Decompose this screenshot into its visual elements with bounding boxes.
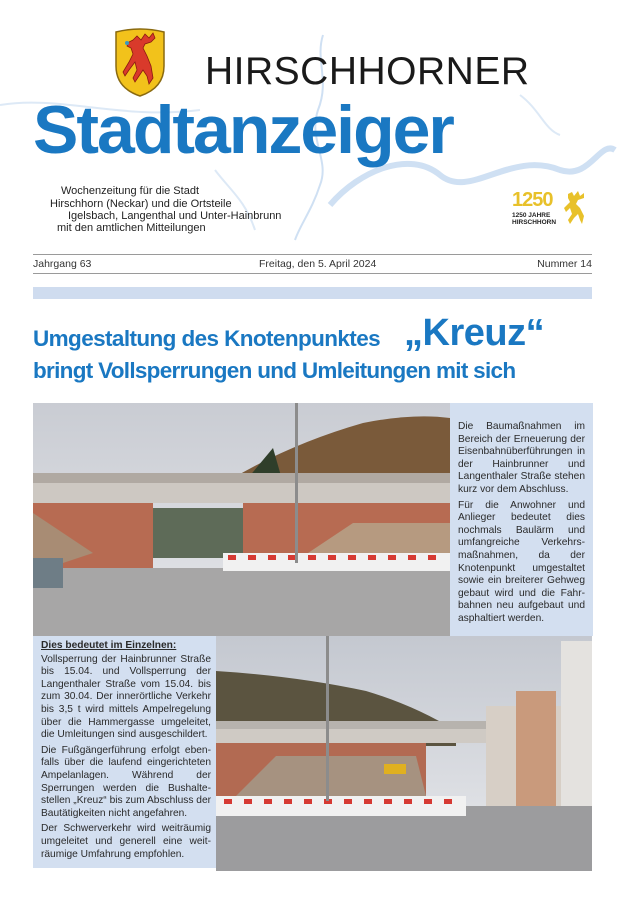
details-box [33,636,216,868]
headline-line2: bringt Vollsperrungen und Umleitungen mit sich [33,358,516,383]
stag-coat-of-arms-icon [113,26,167,98]
subtitle-line: mit den amtlichen Mitteilungen [57,222,206,234]
details-paragraph: Vollsperrung der Hainbrunner Straße bis 15.04. und Vollsperrung der Langenthaler Straße vom 15.04. bis zum 30.04. Der innerörtliche Verkehr bis 3,5 t wird mittels Ampelregelung über die Hammergasse umgeleitet, die Umleitungen sind ausgeschildert. [41,653,211,741]
photo-railway-bridge [33,403,450,636]
jubilee-line1: 1250 JAHRE [512,212,551,219]
headline-kreuz: „Kreuz“ [404,312,545,354]
issue-date: Freitag, den 5. April 2024 [259,258,377,270]
intro-paragraph: Die Baumaßnahmen im Bereich der Erneuerung der Eisenbahnüberführungen in der Hainbrunner und Langenthaler Straße stehen kurz vor dem Abschluss. [458,421,585,495]
section-band [33,287,592,299]
details-paragraph: Der Schwerverkehr wird weiträumig umgeleitet und generell eine weiträumige Umfahrung empfohlen. [41,823,211,860]
details-paragraph: Die Fußgängerführung erfolgt ebenfalls über die laufend eingerichteten Ampelanlagen. Während der Sperrungen werden die Bushaltestellen „Kreuz“ bis zum Abschluss der Bautätigkeiten nicht angefahren. [41,744,211,819]
subtitle-line: Hirschhorn (Neckar) und die Ortsteile [50,198,232,210]
jubilee-logo [512,190,592,230]
intro-box [450,403,593,636]
masthead-title-main: Stadtanzeiger [33,92,453,168]
photo-street-junction [216,636,592,871]
issue-number: Nummer 14 [537,258,592,270]
top-rule [33,254,592,255]
jubilee-line2: HIRSCHHORN [512,219,557,226]
masthead-title-top: HIRSCHHORNER [205,50,530,93]
subtitle-line: Igelsbach, Langenthal und Unter-Hainbrunn [68,210,282,222]
jubilee-number: 1250 [512,189,553,211]
subtitle-line: Wochenzeitung für die Stadt [61,185,199,197]
bottom-rule [33,273,592,274]
headline-line1: Umgestaltung des Knotenpunktes [33,326,381,351]
intro-paragraph: Für die Anwohner und Anlieger bedeutet dies nochmals Baulärm und umfangreiche Verkehrsmaßnahmen, da der Knotenpunkt umgestaltet sowie ein breiterer Gehweg gebaut wird und die Fahrbahnen neu aufgebaut und asphaltiert werden. [458,499,585,624]
details-heading: Dies bedeutet im Einzelnen: [41,640,177,651]
stag-icon [562,190,590,228]
issue-volume: Jahrgang 63 [33,258,92,270]
